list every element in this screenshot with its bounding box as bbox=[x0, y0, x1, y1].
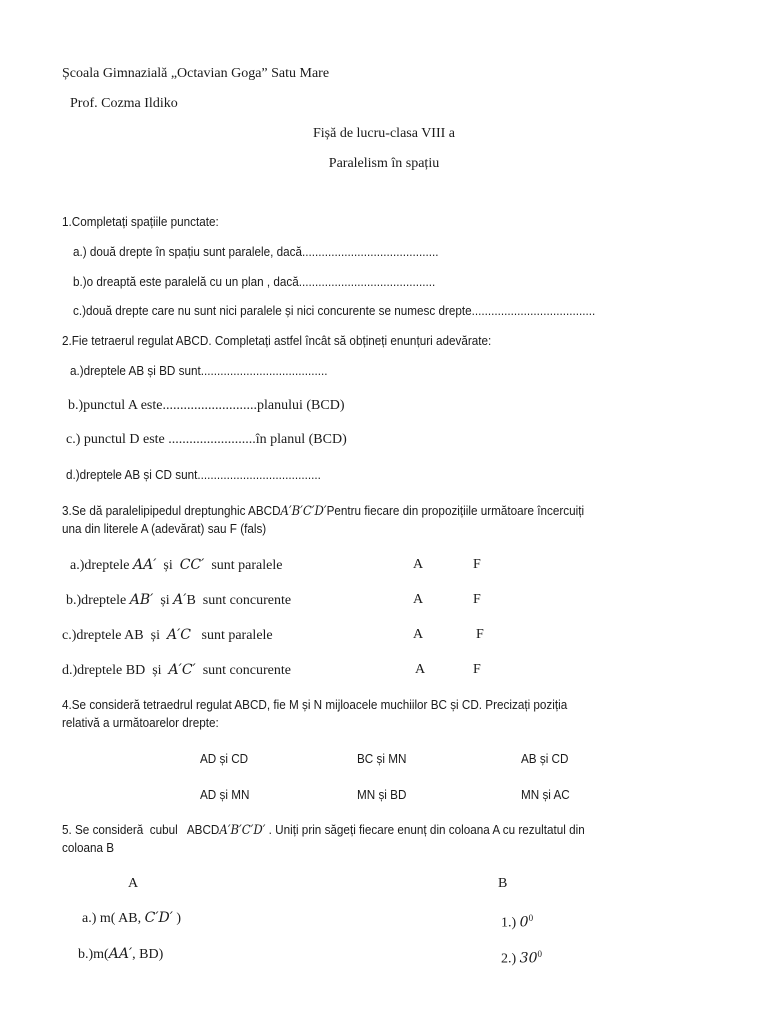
q3-row-c-true[interactable]: A bbox=[413, 627, 424, 642]
q4-pair: AB și CD bbox=[521, 751, 569, 766]
q4-pair: AD și MN bbox=[200, 787, 250, 802]
q4-pair: BC și MN bbox=[357, 751, 407, 766]
q5-column-a-header: A bbox=[128, 876, 139, 891]
q3-prompt-pre: 3.Se dă paralelipipedul dreptunghic ABCD bbox=[62, 503, 281, 518]
q3-row-d-true[interactable]: A bbox=[415, 662, 426, 677]
worksheet-title: Fișă de lucru-clasa VIII a bbox=[312, 126, 456, 141]
q3-row-c: c.)dreptele AB și A′C sunt paralele bbox=[62, 627, 273, 643]
q5-prompt-line1: 5. Se consideră cubul ABCDA′B′C′D′ . Uniți prin săgeți fiecare enunț din coloana A cu rezultatul din bbox=[62, 822, 585, 838]
q3-row-b-true[interactable]: A bbox=[413, 592, 424, 607]
q3-prompt-line2: una din literele A (adevărat) sau F (fals) bbox=[62, 521, 267, 536]
q1-item-a: a.) două drepte în spațiu sunt paralele, dacă.......................................... bbox=[73, 244, 439, 259]
q1-prompt: 1.Completați spațiile punctate: bbox=[62, 214, 219, 229]
q5-answer-2[interactable]: 2.) $30^0$ bbox=[501, 949, 542, 967]
q2-item-c: c.) punctul D este .........................în planul (BCD) bbox=[66, 432, 347, 447]
q5-prompt-line2: coloana B bbox=[62, 840, 115, 855]
q5-row-a[interactable]: a.) m( AB, C′D′ ) bbox=[82, 910, 182, 926]
q2-item-d: d.)dreptele AB și CD sunt...................................... bbox=[66, 467, 321, 482]
q3-row-d: d.)dreptele BD și A′C′ sunt concurente bbox=[62, 662, 291, 678]
q3-row-c-false[interactable]: F bbox=[476, 627, 484, 642]
q3-row-a-true[interactable]: A bbox=[413, 557, 424, 572]
q2-item-b: b.)punctul A este...........................planului (BCD) bbox=[68, 398, 345, 413]
q4-prompt-line1: 4.Se consideră tetraedrul regulat ABCD, fie M și N mijloacele muchiilor BC și CD. Precizați poziția bbox=[62, 697, 568, 712]
q3-row-a: a.)dreptele AA′ și CC′ sunt paralele bbox=[70, 557, 283, 573]
q3-row-d-false[interactable]: F bbox=[473, 662, 481, 677]
q5-answer-1[interactable]: 1.) $0^0$ bbox=[501, 913, 534, 931]
q2-prompt: 2.Fie tetraerul regulat ABCD. Completați astfel încât să obțineți enunțuri adevărate: bbox=[62, 333, 492, 348]
q4-pair: MN și AC bbox=[521, 787, 570, 802]
school-name: Școala Gimnazială „Octavian Goga” Satu Mare bbox=[62, 66, 330, 81]
q4-pair: AD și CD bbox=[200, 751, 249, 766]
q3-prompt-post: Pentru fiecare din propozițiile următoare încercuiți bbox=[326, 503, 585, 518]
q3-prompt-math: A′B′C′D′ bbox=[280, 504, 327, 519]
worksheet-subtitle: Paralelism în spațiu bbox=[328, 156, 440, 171]
q1-item-c: c.)două drepte care nu sunt nici paralele și nici concurente se numesc drepte...................................... bbox=[73, 303, 596, 318]
q3-prompt-line1 bbox=[62, 502, 584, 521]
q5-column-b-header: B bbox=[498, 876, 508, 891]
q3-row-b: b.)dreptele AB′ și A′B sunt concurente bbox=[66, 592, 292, 608]
q3-row-b-false[interactable]: F bbox=[473, 592, 481, 607]
q1-item-b: b.)o dreaptă este paralelă cu un plan , dacă.......................................... bbox=[73, 274, 436, 289]
teacher-name: Prof. Cozma Ildiko bbox=[70, 96, 178, 111]
q4-pair: MN și BD bbox=[357, 787, 407, 802]
q3-row-a-false[interactable]: F bbox=[473, 557, 481, 572]
q5-row-b[interactable]: b.)m(AA′, BD) bbox=[78, 946, 164, 962]
q4-prompt-line2: relativă a următoarelor drepte: bbox=[62, 715, 219, 730]
q2-item-a: a.)dreptele AB și BD sunt....................................... bbox=[70, 363, 328, 378]
